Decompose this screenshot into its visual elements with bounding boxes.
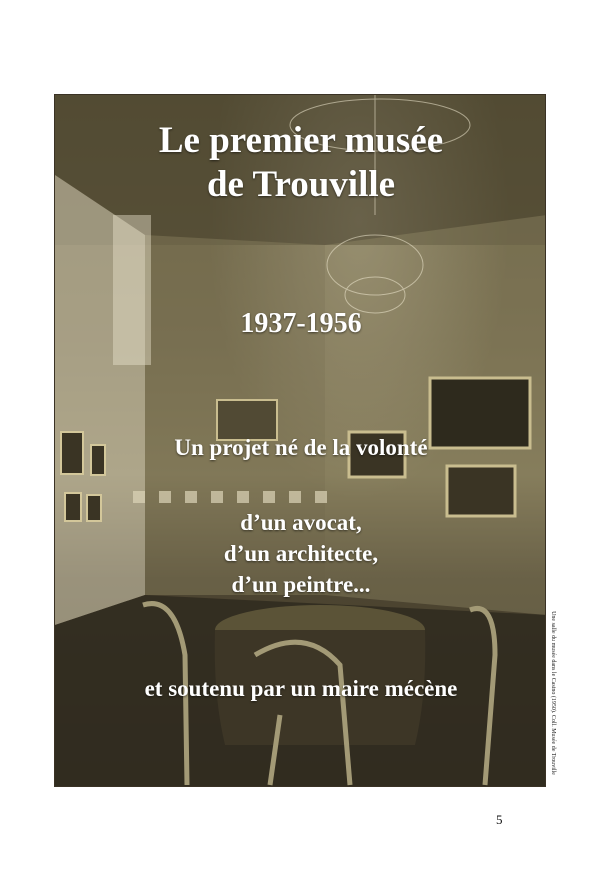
poster-title: [55, 119, 546, 207]
poster-years: 1937-1956: [240, 308, 362, 339]
founder-painter: d’un peintre...: [231, 572, 371, 597]
title-line-2: de Trouville: [206, 164, 396, 205]
poster-line-mayor: et soutenu par un maire mécène: [144, 676, 458, 701]
title-line-1: Le premier musée: [158, 120, 444, 161]
page-number: 5: [496, 812, 503, 827]
poster-founders: [55, 507, 546, 600]
poster-line-project: Un projet né de la volonté: [174, 435, 428, 460]
museum-photo: [54, 94, 546, 787]
photo-credit: [548, 598, 556, 788]
founder-architect: d’un architecte,: [223, 541, 379, 566]
photo-credit-text: Une salle du musée dans le Casino (1950). Coll. Musée de Trouville: [550, 611, 556, 775]
founder-lawyer: d’un avocat,: [240, 510, 362, 535]
